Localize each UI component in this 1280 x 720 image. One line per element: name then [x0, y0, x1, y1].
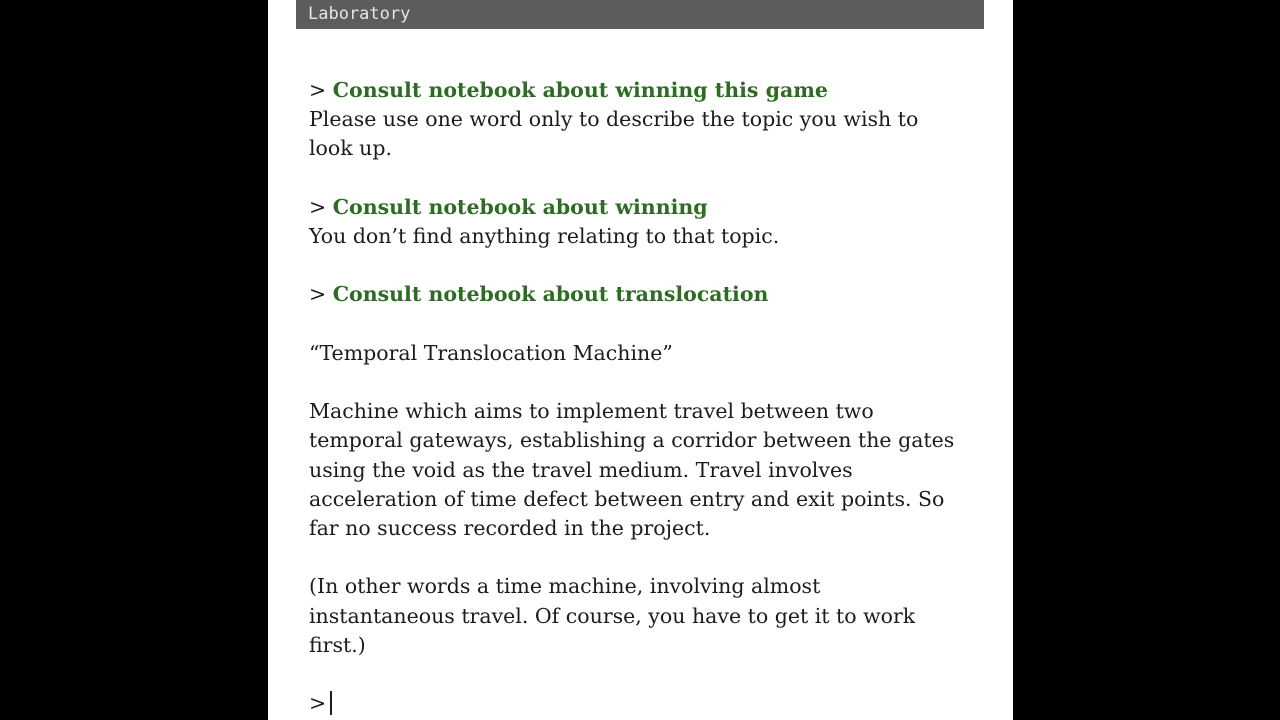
- transcript-entry: [309, 280, 989, 309]
- transcript-entry: [309, 76, 989, 164]
- command-text: Consult notebook about translocation: [332, 282, 769, 307]
- command-line: [309, 193, 989, 222]
- notebook-entry-comment: [309, 572, 989, 660]
- comment-line: instantaneous travel. Of course, you have to get it to work: [309, 603, 916, 628]
- command-line: [309, 76, 989, 105]
- command-prompt: >: [309, 194, 327, 219]
- status-bar: [296, 0, 984, 29]
- location-name: Laboratory: [308, 4, 411, 24]
- input-prompt: >: [309, 691, 327, 716]
- comment-line: first.): [309, 632, 366, 657]
- transcript: [309, 76, 989, 718]
- notebook-title-text: “Temporal Translocation Machine”: [309, 340, 673, 365]
- command-prompt: >: [309, 282, 327, 307]
- notebook-entry-description: [309, 397, 989, 543]
- description-line: temporal gateways, establishing a corridor between the gates: [309, 428, 955, 453]
- response-line: You don’t find anything relating to that topic.: [309, 224, 780, 248]
- command-text: Consult notebook about winning: [332, 194, 708, 219]
- comment-line: (In other words a time machine, involving almost: [309, 574, 821, 599]
- game-window: [268, 0, 1013, 720]
- command-input-line[interactable]: [309, 689, 989, 718]
- transcript-entry: [309, 193, 989, 251]
- response-line: Please use one word only to describe the topic you wish to: [309, 107, 919, 132]
- notebook-entry-title: [309, 339, 989, 368]
- command-text: Consult notebook about winning this game: [332, 78, 828, 102]
- response-line: look up.: [309, 136, 393, 161]
- command-line: [309, 280, 989, 309]
- description-line: far no success recorded in the project.: [309, 515, 711, 540]
- command-prompt: >: [309, 78, 327, 102]
- description-line: using the void as the travel medium. Travel involves: [309, 457, 853, 482]
- description-line: Machine which aims to implement travel between two: [309, 399, 874, 424]
- description-line: acceleration of time defect between entry and exit points. So: [309, 486, 945, 511]
- text-cursor: [330, 691, 332, 715]
